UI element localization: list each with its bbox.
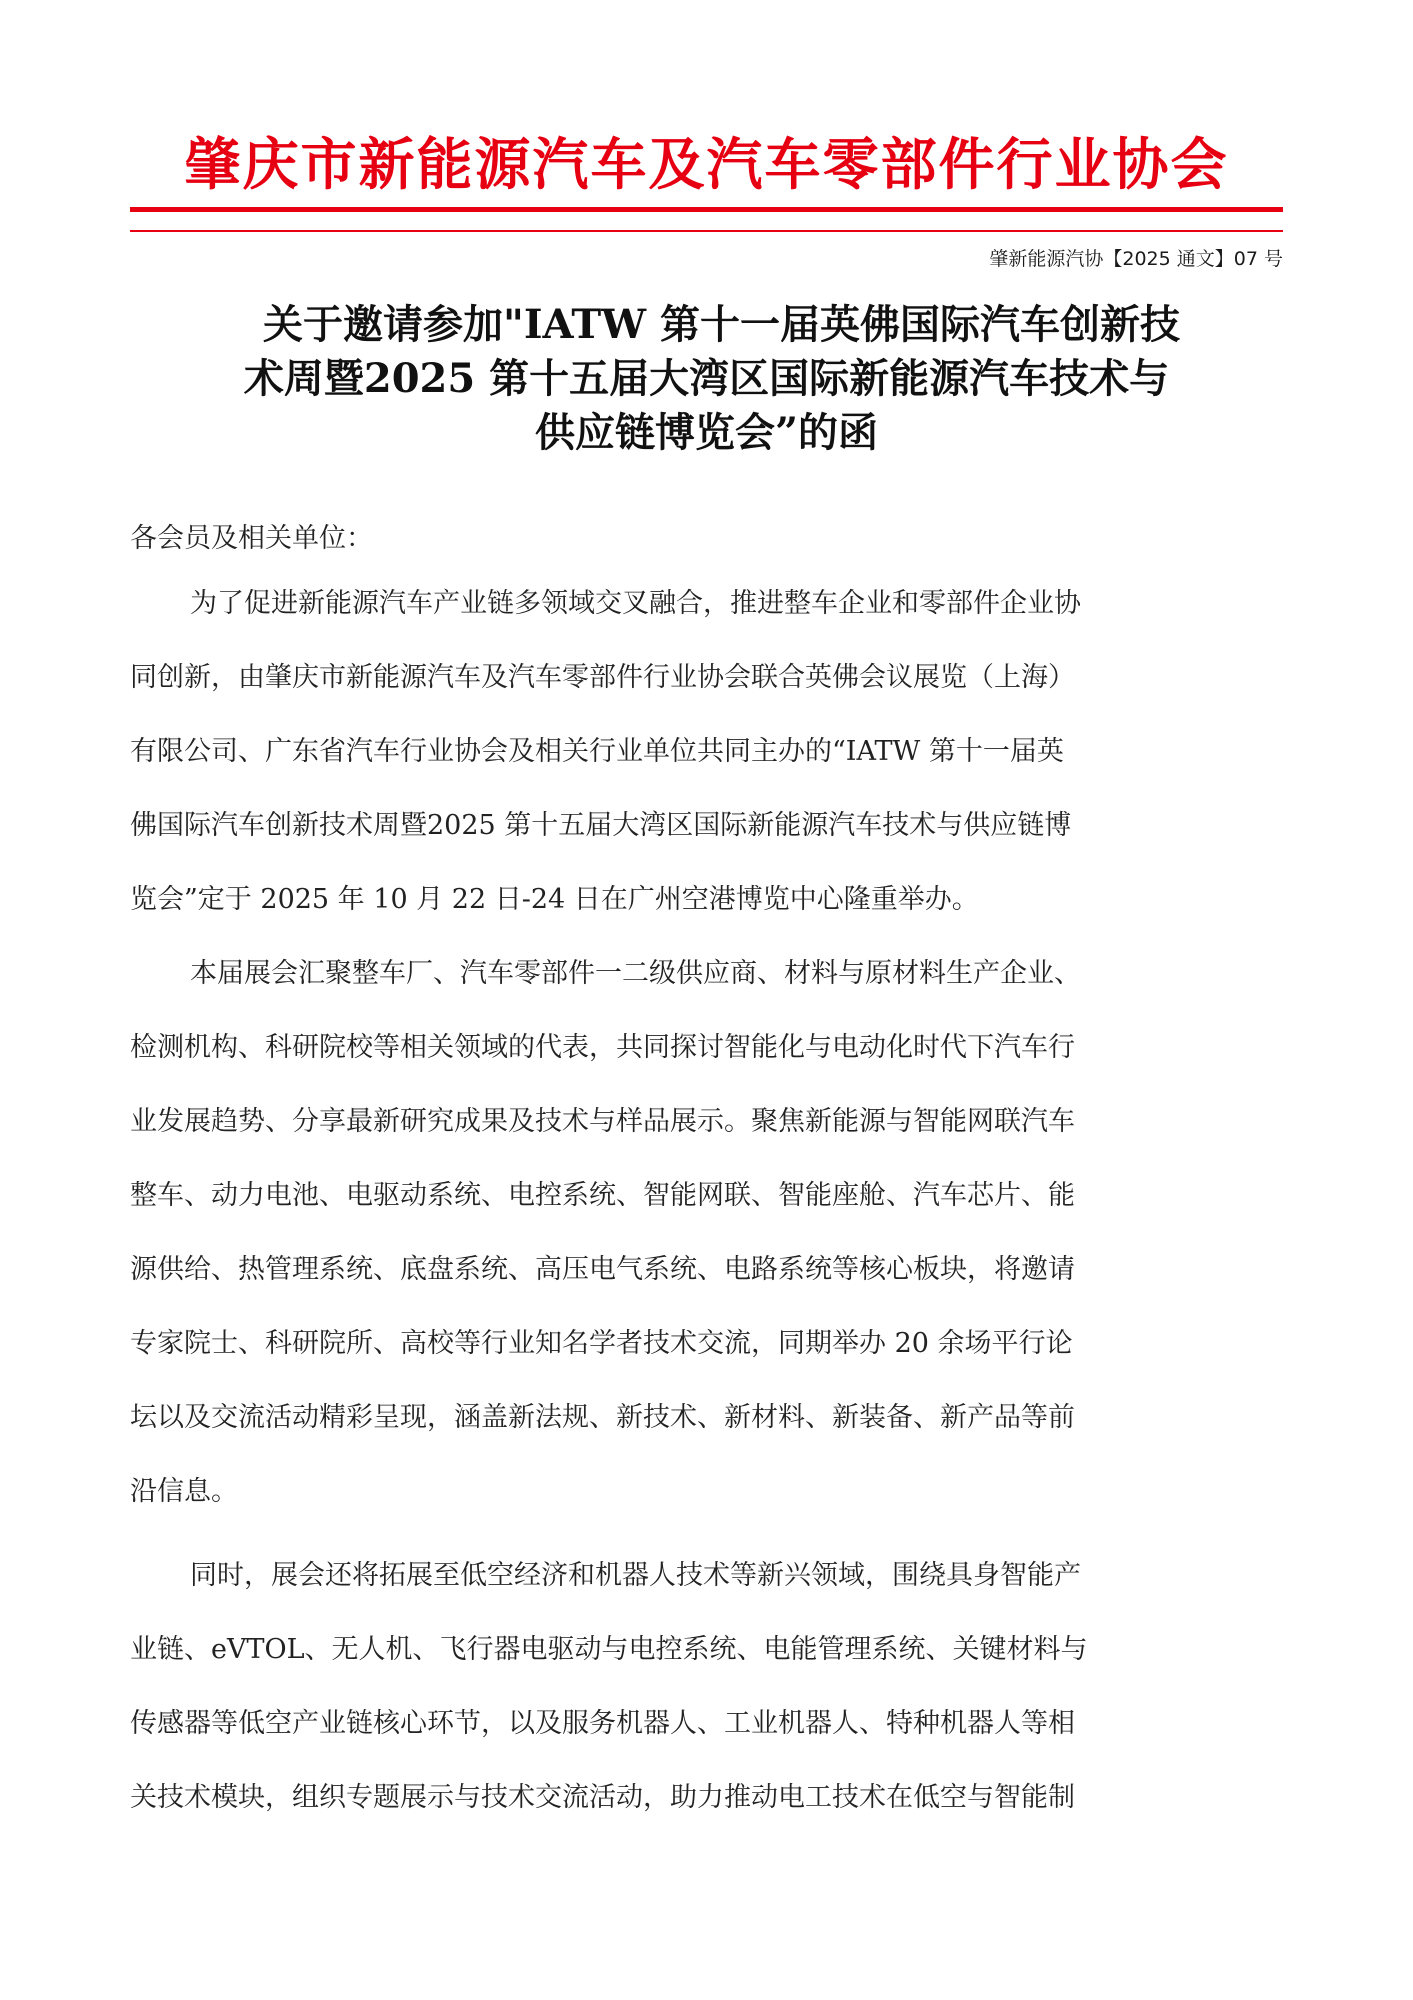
paragraph-gap bbox=[130, 1529, 1283, 1539]
paragraph-line: 专家院士、科研院所、高校等行业知名学者技术交流，同期举办 20 余场平行论 bbox=[130, 1328, 1073, 1359]
document-title-line: 术周暨2025 第十五届大湾区国际新能源汽车技术与 bbox=[243, 355, 1170, 402]
paragraph-line: 坛以及交流活动精彩呈现，涵盖新法规、新技术、新材料、新装备、新产品等前 bbox=[130, 1402, 1075, 1433]
document-number: 肇新能源汽协【2025 通文】07 号 bbox=[989, 248, 1283, 270]
paragraph-line: 同时，展会还将拓展至低空经济和机器人技术等新兴领域，围绕具身智能产 bbox=[190, 1560, 1081, 1591]
document-title bbox=[130, 298, 1283, 460]
paragraph-line: 为了促进新能源汽车产业链多领域交叉融合，推进整车企业和零部件企业协 bbox=[190, 588, 1081, 619]
paragraph bbox=[130, 567, 1283, 937]
paragraph-line: 览会”定于 2025 年 10 月 22 日-24 日在广州空港博览中心隆重举办。 bbox=[130, 884, 979, 915]
paragraph-line: 检测机构、科研院校等相关领域的代表，共同探讨智能化与电动化时代下汽车行 bbox=[130, 1032, 1075, 1063]
letterhead-title: 肇庆市新能源汽车及汽车零部件行业协会 bbox=[184, 132, 1229, 198]
paragraph bbox=[130, 937, 1283, 1529]
paragraph-line: 整车、动力电池、电驱动系统、电控系统、智能网联、智能座舱、汽车芯片、能 bbox=[130, 1180, 1075, 1211]
paragraph-line: 佛国际汽车创新技术周暨2025 第十五届大湾区国际新能源汽车技术与供应链博 bbox=[130, 810, 1072, 841]
document-title-line: 供应链博览会”的函 bbox=[534, 409, 878, 456]
letterhead-rule-thick bbox=[130, 207, 1283, 212]
salutation: 各会员及相关单位： bbox=[130, 523, 373, 554]
paragraph-line: 业链、eVTOL、无人机、飞行器电驱动与电控系统、电能管理系统、关键材料与 bbox=[130, 1634, 1088, 1665]
paragraph-line: 关技术模块，组织专题展示与技术交流活动，助力推动电工技术在低空与智能制 bbox=[130, 1782, 1075, 1813]
paragraph-line: 传感器等低空产业链核心环节，以及服务机器人、工业机器人、特种机器人等相 bbox=[130, 1708, 1075, 1739]
paragraph bbox=[130, 1539, 1283, 1835]
document-title-line: 关于邀请参加"IATW 第十一届英佛国际汽车创新技 bbox=[262, 301, 1180, 348]
paragraph-line: 有限公司、广东省汽车行业协会及相关行业单位共同主办的“IATW 第十一届英 bbox=[130, 736, 1064, 767]
document-body bbox=[130, 511, 1283, 1835]
paragraph-line: 源供给、热管理系统、底盘系统、高压电气系统、电路系统等核心板块，将邀请 bbox=[130, 1254, 1075, 1285]
paragraph-line: 同创新，由肇庆市新能源汽车及汽车零部件行业协会联合英佛会议展览（上海） bbox=[130, 662, 1075, 693]
paragraph-line: 沿信息。 bbox=[130, 1476, 238, 1507]
paragraph-line: 本届展会汇聚整车厂、汽车零部件一二级供应商、材料与原材料生产企业、 bbox=[190, 958, 1081, 989]
paragraph-line: 业发展趋势、分享最新研究成果及技术与样品展示。聚焦新能源与智能网联汽车 bbox=[130, 1106, 1075, 1137]
letterhead-rule-thin bbox=[130, 230, 1283, 232]
